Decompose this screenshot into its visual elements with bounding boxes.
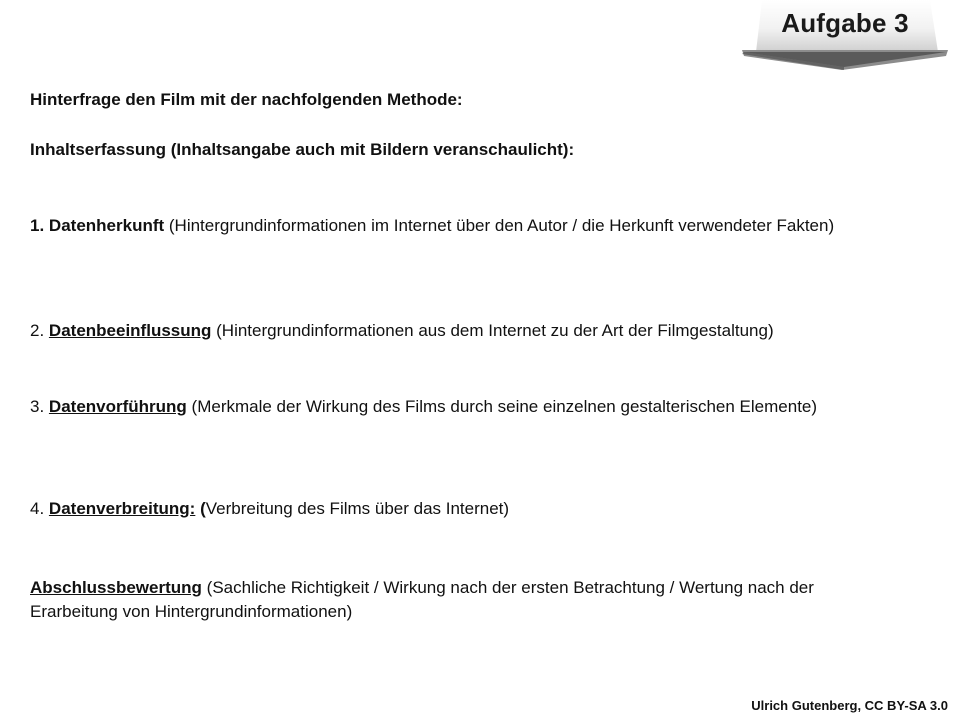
final-evaluation-description: (Sachliche Richtigkeit / Wirkung nach der ersten Betrachtung / Wertung nach der Erarbeitung von Hintergrundinformationen) — [30, 578, 814, 621]
item-2-number: 2. — [30, 321, 45, 340]
item-2-description: (Hintergrundinformationen aus dem Internet zu der Art der Filmgestaltung) — [216, 321, 774, 340]
final-evaluation — [30, 576, 900, 624]
item-3-number: 3. — [30, 397, 45, 416]
method-item-3 — [30, 395, 900, 419]
intro-instruction: Hinterfrage den Film mit der nachfolgenden Methode: — [30, 90, 463, 109]
intro-content-summary: Inhaltserfassung (Inhaltsangabe auch mit Bildern veranschaulicht): — [30, 140, 575, 159]
method-item-4 — [30, 497, 900, 521]
item-1-term: Datenherkunft — [48, 216, 165, 235]
item-4-paren: ( — [200, 499, 206, 518]
item-3-term: Datenvorführung — [48, 397, 187, 416]
final-evaluation-term: Abschlussbewertung — [30, 578, 202, 597]
license-credit: Ulrich Gutenberg, CC BY-SA 3.0 — [751, 698, 948, 713]
item-4-description: Verbreitung des Films über das Internet) — [205, 499, 510, 518]
method-item-1 — [30, 214, 900, 238]
item-3-description: (Merkmale der Wirkung des Films durch seine einzelnen gestalterischen Elemente) — [191, 397, 818, 416]
method-item-2 — [30, 319, 900, 343]
item-4-number: 4. — [30, 499, 45, 518]
banner-title: Aufgabe 3 — [781, 8, 909, 38]
item-1-description: (Hintergrundinformationen im Internet über den Autor / die Herkunft verwendeter Fakten) — [168, 216, 835, 235]
item-2-term: Datenbeeinflussung — [48, 321, 212, 340]
item-4-term: Datenverbreitung: — [48, 499, 196, 518]
item-1-number: 1. — [30, 216, 45, 235]
